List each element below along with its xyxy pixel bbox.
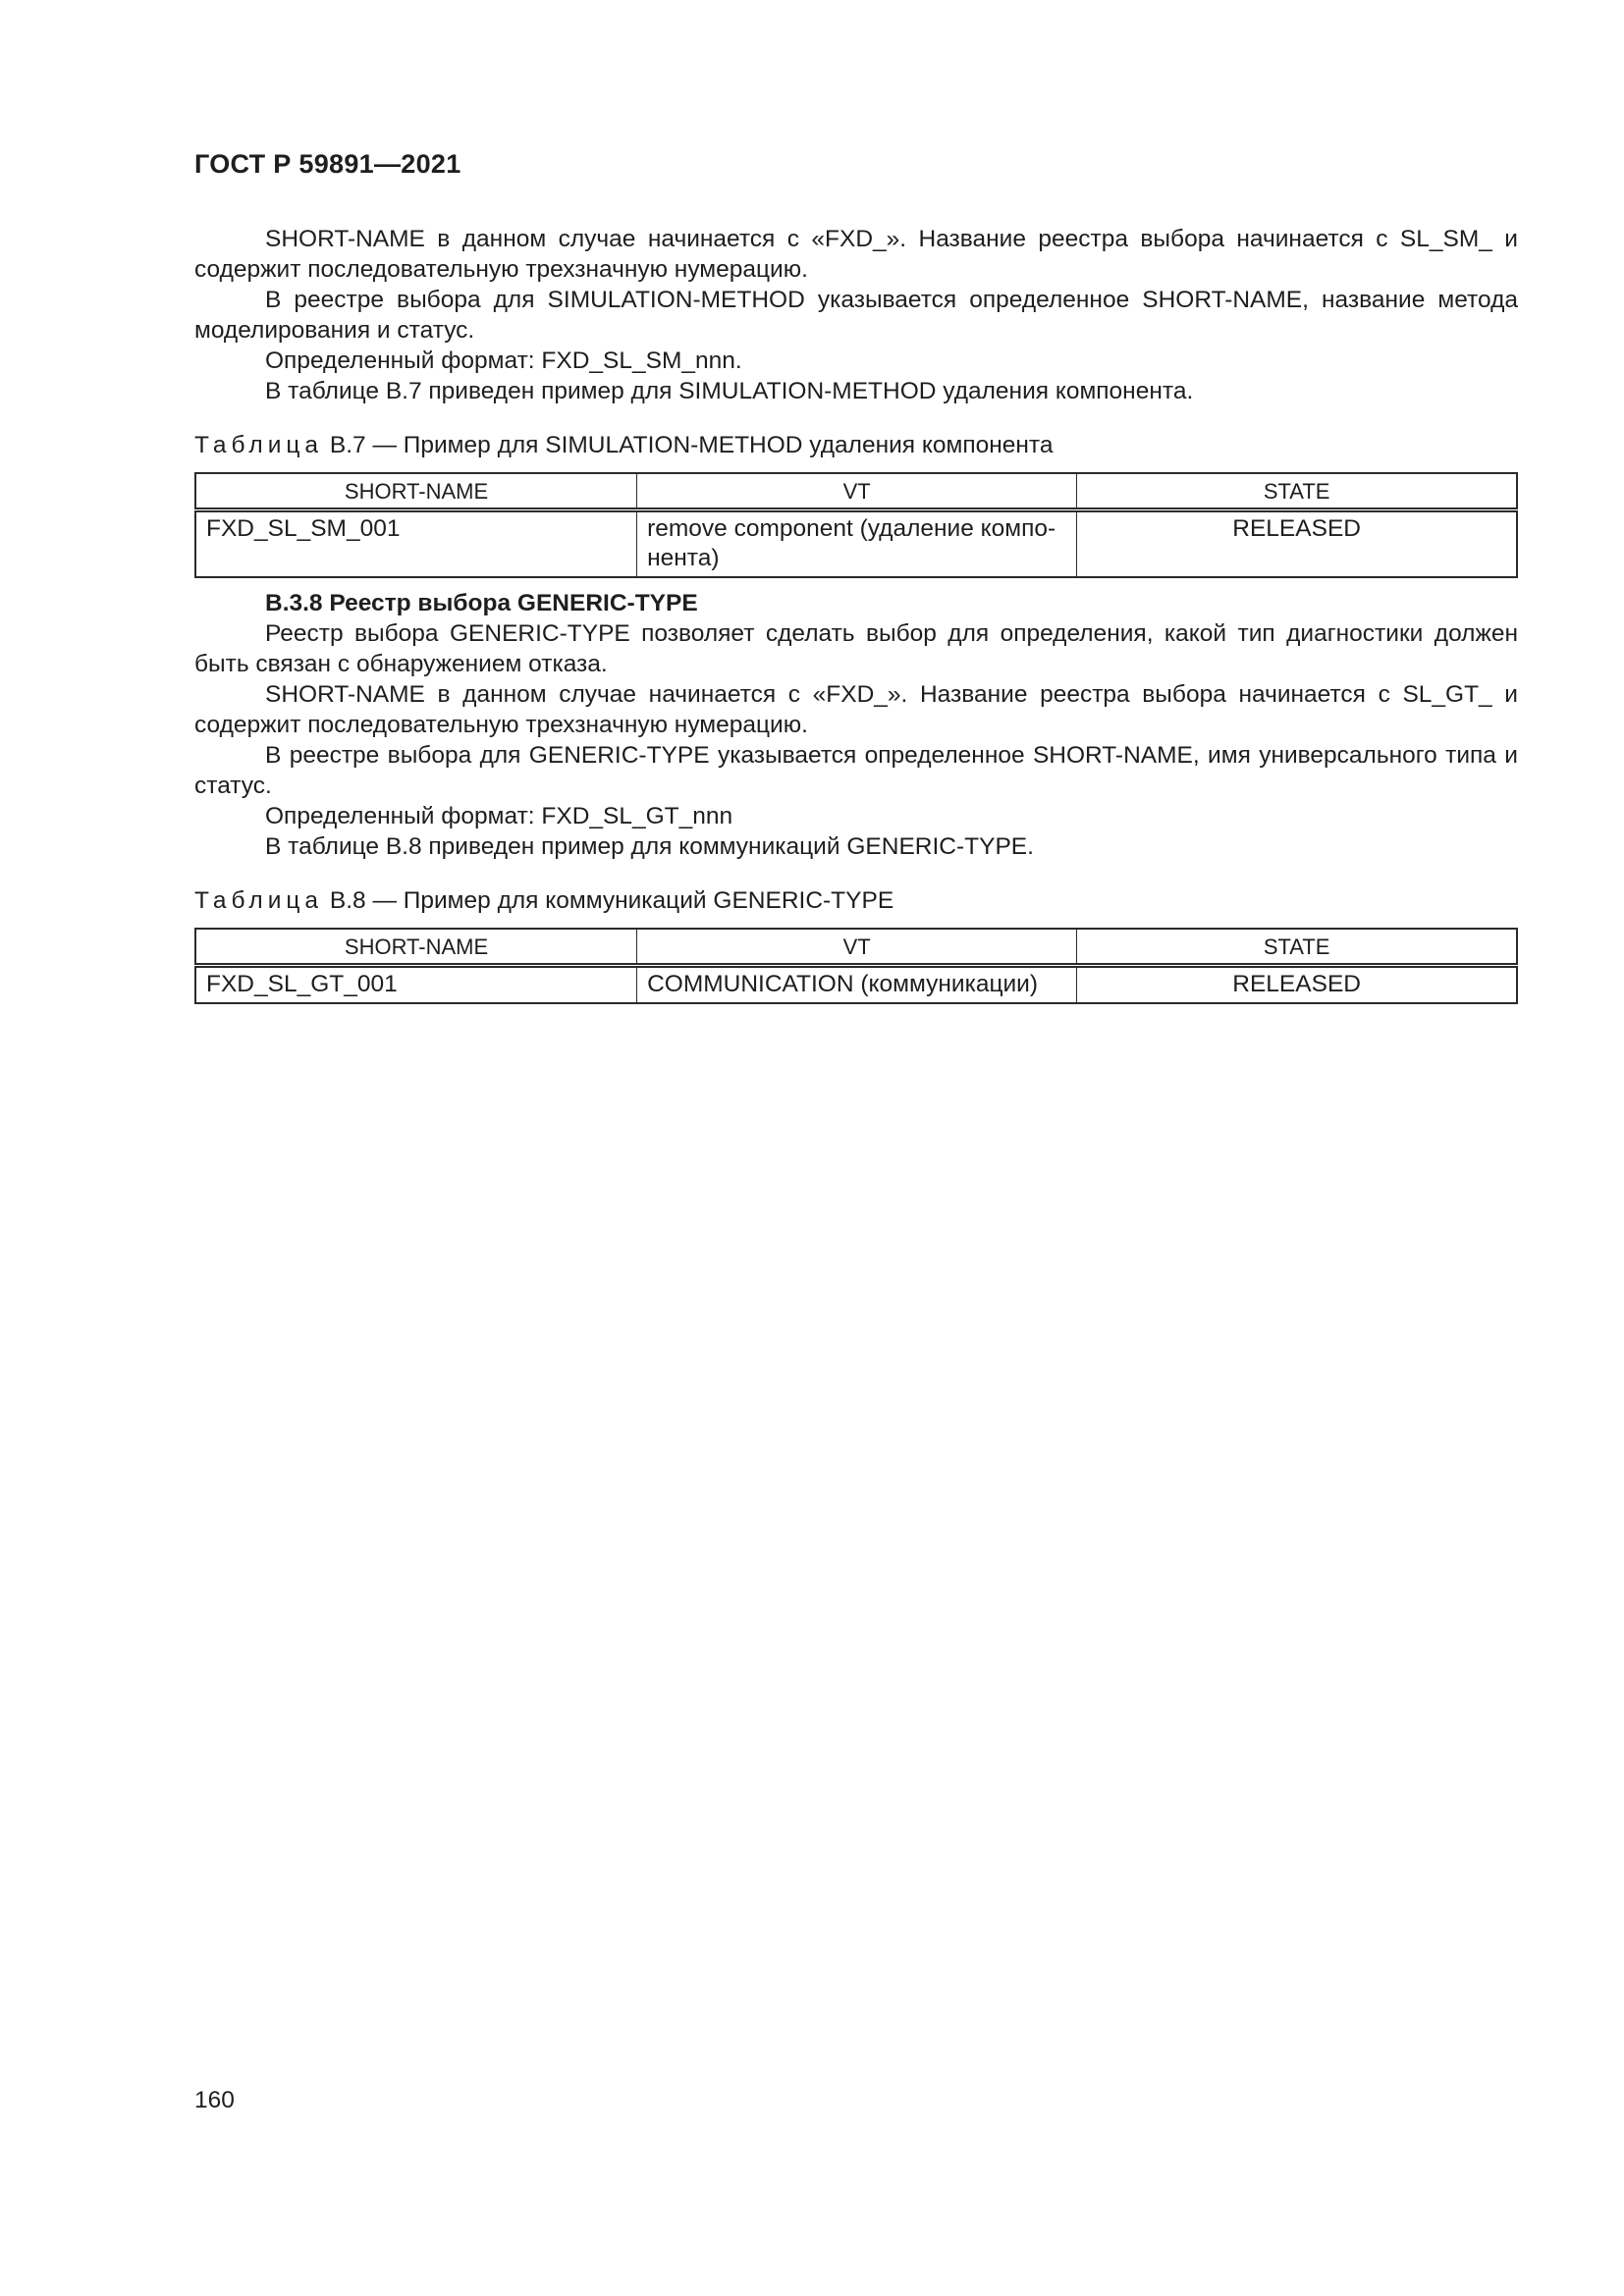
- page-number: 160: [194, 2087, 235, 2113]
- paragraph: SHORT-NAME в данном случае начинается с «FXD_». Название реестра выбора начинается с SL_SM_ и содержит последовательную трехзначную нумерацию.: [194, 226, 1518, 283]
- paragraph: SHORT-NAME в данном случае начинается с «FXD_». Название реестра выбора начинается с SL_GT_ и содержит последовательную трехзначную нумерацию.: [194, 681, 1518, 738]
- cell-vt: COMMUNICATION (коммуникации): [637, 966, 1077, 1004]
- column-header-short-name: SHORT-NAME: [195, 929, 637, 966]
- table-caption-text: В.7 — Пример для SIMULATION-METHOD удаления компонента: [329, 432, 1054, 458]
- cell-short-name: FXD_SL_GT_001: [195, 966, 637, 1004]
- section-heading: В.3.8 Реестр выбора GENERIC-TYPE: [265, 590, 698, 616]
- table-header-row: [195, 473, 1517, 510]
- table-row: [195, 510, 1517, 578]
- column-header-short-name: SHORT-NAME: [195, 473, 637, 510]
- column-header-state: STATE: [1077, 473, 1517, 510]
- paragraph: В реестре выбора для GENERIC-TYPE указывается определенное SHORT-NAME, имя универсального типа и статус.: [194, 742, 1518, 799]
- table-b8: [194, 928, 1518, 1004]
- page-content: [194, 224, 1518, 1004]
- cell-short-name: FXD_SL_SM_001: [195, 510, 637, 578]
- paragraph: В таблице В.8 приведен пример для коммуникаций GENERIC-TYPE.: [265, 833, 1034, 860]
- paragraph: Реестр выбора GENERIC-TYPE позволяет сделать выбор для определения, какой тип диагностики должен быть связан с обнаружением отказа.: [194, 620, 1518, 677]
- table-header-row: [195, 929, 1517, 966]
- paragraph: Определенный формат: FXD_SL_GT_nnn: [265, 803, 733, 829]
- paragraph: В реестре выбора для SIMULATION-METHOD указывается определенное SHORT-NAME, название метода моделирования и статус.: [194, 287, 1518, 344]
- paragraph: Определенный формат: FXD_SL_SM_nnn.: [265, 347, 742, 374]
- paragraph: В таблице В.7 приведен пример для SIMULATION-METHOD удаления компонента.: [265, 378, 1194, 404]
- cell-vt: [637, 510, 1077, 578]
- cell-state: RELEASED: [1077, 510, 1517, 578]
- document-header-title: ГОСТ Р 59891—2021: [194, 149, 461, 179]
- table-row: [195, 966, 1517, 1004]
- column-header-state: STATE: [1077, 929, 1517, 966]
- table-caption-text: В.8 — Пример для коммуникаций GENERIC-TYPE: [329, 887, 894, 914]
- table-b7: [194, 472, 1518, 578]
- table-caption-word: Таблица: [194, 887, 324, 914]
- table-b7-caption: [194, 430, 1518, 460]
- column-header-vt: VT: [637, 473, 1077, 510]
- cell-vt-text: remove component (удаление компо-нента): [647, 515, 1056, 571]
- table-b8-caption: [194, 885, 1518, 916]
- cell-state: RELEASED: [1077, 966, 1517, 1004]
- table-caption-word: Таблица: [194, 432, 324, 458]
- column-header-vt: VT: [637, 929, 1077, 966]
